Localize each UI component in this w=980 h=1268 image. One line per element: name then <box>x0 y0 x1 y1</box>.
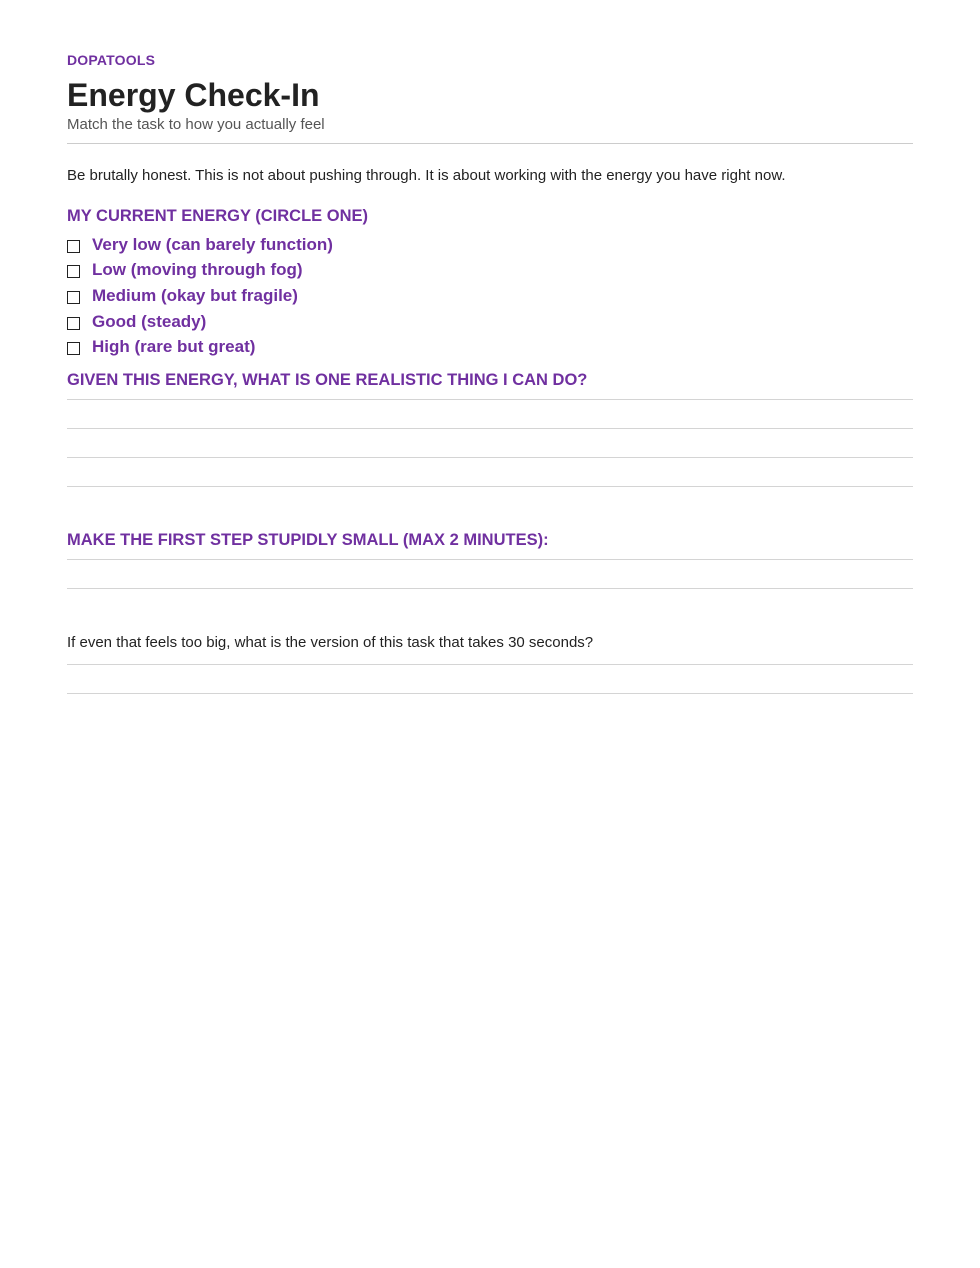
realistic-thing-write-line[interactable] <box>67 486 913 487</box>
realistic-thing-write-line[interactable] <box>67 457 913 458</box>
energy-options-list <box>67 232 333 360</box>
first-step-write-line[interactable] <box>67 588 913 589</box>
energy-option-label: Good (steady) <box>92 311 207 331</box>
first-step-heading: MAKE THE FIRST STEP STUPIDLY SMALL (MAX 2 MINUTES): <box>67 531 549 549</box>
energy-section-heading: MY CURRENT ENERGY (CIRCLE ONE) <box>67 207 368 225</box>
energy-option-label: High (rare but great) <box>92 337 256 357</box>
header-divider <box>67 143 913 144</box>
realistic-thing-write-line[interactable] <box>67 399 913 400</box>
realistic-thing-write-line[interactable] <box>67 428 913 429</box>
energy-option-very-low[interactable] <box>67 232 333 258</box>
brand-label: DOPATOOLS <box>67 52 156 68</box>
fallback-prompt: If even that feels too big, what is the version of this task that takes 30 seconds? <box>67 634 594 651</box>
checkbox[interactable] <box>67 291 80 304</box>
realistic-thing-heading: GIVEN THIS ENERGY, WHAT IS ONE REALISTIC THING I CAN DO? <box>67 371 588 389</box>
checkbox[interactable] <box>67 317 80 330</box>
checkbox[interactable] <box>67 240 80 253</box>
first-step-write-line[interactable] <box>67 559 913 560</box>
energy-option-medium[interactable] <box>67 283 333 309</box>
page-subtitle: Match the task to how you actually feel <box>67 116 325 133</box>
energy-option-high[interactable] <box>67 334 333 360</box>
intro-text: Be brutally honest. This is not about pushing through. It is about working with the energy you have right now. <box>67 167 786 184</box>
energy-option-label: Very low (can barely function) <box>92 234 333 254</box>
energy-option-low[interactable] <box>67 258 333 284</box>
page-title: Energy Check-In <box>67 77 320 113</box>
energy-option-label: Medium (okay but fragile) <box>92 285 298 305</box>
checkbox[interactable] <box>67 342 80 355</box>
fallback-write-line[interactable] <box>67 693 913 694</box>
energy-option-good[interactable] <box>67 309 333 335</box>
fallback-write-line[interactable] <box>67 664 913 665</box>
energy-option-label: Low (moving through fog) <box>92 260 303 280</box>
checkbox[interactable] <box>67 265 80 278</box>
